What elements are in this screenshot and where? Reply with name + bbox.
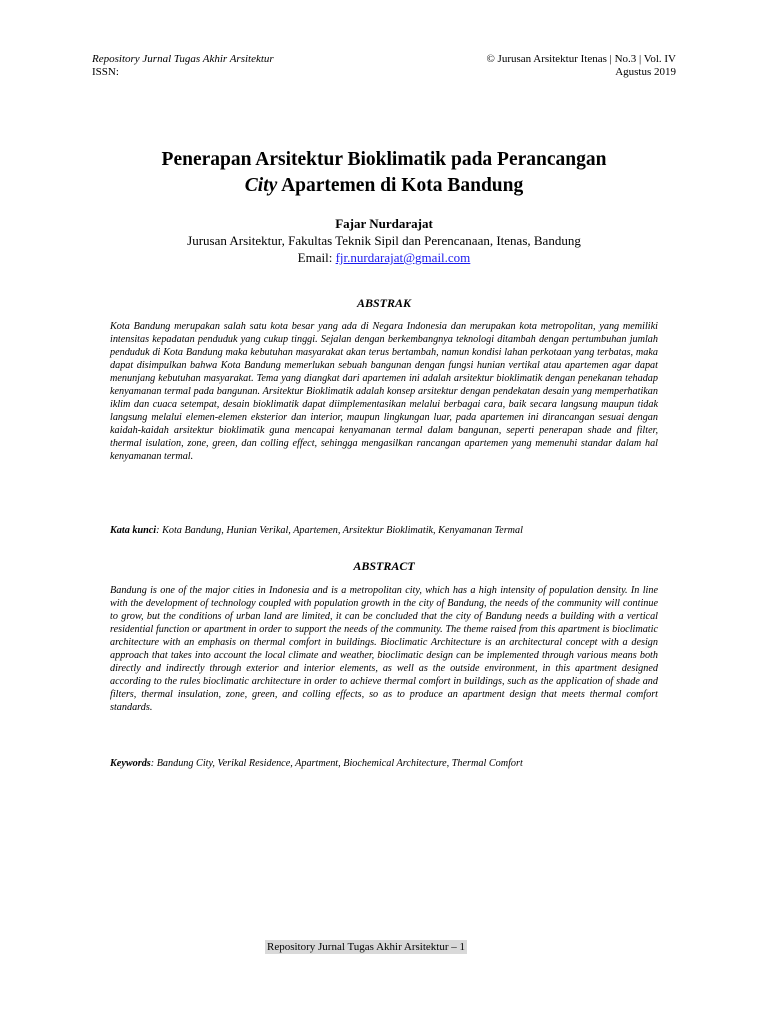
running-header-right — [486, 53, 676, 79]
email-label: Email: — [297, 250, 336, 265]
page-footer: Repository Jurnal Tugas Akhir Arsitektur – 1 — [267, 941, 466, 953]
paper-title — [80, 147, 688, 199]
author-affiliation: Jurusan Arsitektur, Fakultas Teknik Sipil dan Perencanaan, Itenas, Bandung — [187, 233, 581, 248]
title-line-1: Penerapan Arsitektur Bioklimatik pada Perancangan — [161, 149, 607, 170]
author-block — [80, 215, 688, 266]
keywords-list: : Bandung City, Verikal Residence, Apartment, Biochemical Architecture, Thermal Comfort — [150, 758, 523, 769]
kata-kunci-list: : Kota Bandung, Hunian Verikal, Apartemen, Arsitektur Bioklimatik, Kenyamanan Termal — [156, 525, 523, 536]
title-italic-word: City — [244, 175, 278, 196]
abstract-text: Bandung is one of the major cities in Indonesia and is a metropolitan city, which has a high intensity of population density. In line with the development of technology coupled with population growth in the city of Bandung, the needs of the community will continue to grow, but the conditions of urban land are limited, it can be concluded that the city of Bandung needs a building with a vertical residential function or apartment in order to support the needs of the community. The theme raised from this apartment is bioclimatic architecture with an emphasis on thermal comfort in buildings. Bioclimatic Architecture is an architectural concept with a design approach that takes into account the local climate and weather, bioclimatic design can be implemented through various means both directly and indirectly through exterior and interior elements, as well as the outside environment, in this apartment designed according to the rules bioclimatic architecture in order to achieve thermal comfort in buildings, such as the application of shade and filters, thermal insulation, zone, green, and colling effects, so as to produce an apartment design that meets thermal comfort standards. — [110, 585, 658, 713]
running-header-left — [92, 53, 274, 79]
publication-date: Agustus 2019 — [615, 66, 676, 78]
abstrak-heading: ABSTRAK — [356, 296, 412, 310]
kata-kunci — [110, 524, 670, 537]
keywords — [110, 757, 670, 770]
journal-name: Repository Jurnal Tugas Akhir Arsitektur — [92, 53, 274, 65]
publisher-info: © Jurusan Arsitektur Itenas | No.3 | Vol. IV — [486, 53, 676, 65]
abstract-heading: ABSTRACT — [353, 559, 415, 573]
author-name: Fajar Nurdarajat — [335, 216, 433, 231]
title-line-2-rest: Apartemen di Kota Bandung — [277, 175, 524, 196]
keywords-label: Keywords — [110, 758, 151, 769]
issn-label: ISSN: — [92, 66, 119, 78]
abstrak-text: Kota Bandung merupakan salah satu kota besar yang ada di Negara Indonesia dan merupakan kota metropolitan, yang memiliki intensitas kepadatan penduduk yang cukup tinggi. Sejalan dengan berkembangnya teknologi ditambah dengan pertumbuhan jumlah penduduk di Kota Bandung maka kebutuhan masyarakat akan terus bertambah, namun kondisi lahan perkotaan yang terbatas, maka dapat disimpulkan bahwa Kota Bandung memerlukan sebuah bangunan dengan fungsi hunian vertikal atau apartemen agar dapat menunjang kebutuhan masyarakat. Tema yang diangkat dari apartemen ini adalah arsitektur bioklimatik dengan penekanan tehadap kenyamanan termal pada bangunan. Arsitektur Bioklimatik adalah konsep arsitektur dengan pendekatan desain yang memperhatikan iklim dan cuaca setempat, desain bioklimatik dapat diimplementasikan melalui berbagai cara, baik secara langsung maupun tidak langsung melalui elemen-elemen eksterior dan interior, maupun lingkungan luar, pada apartemen ini dirancangan sesuai dengan kaidah-kaidah arsitektur bioklimatik guna mencapai kenyamanan termal dalam bangunan, seperti penerapan shade and filter, thermal isulation, zone, green, dan colling effect, sehingga mengasilkan rancangan apartemen yang memenuhi standar dalam hal kenyamanan termal. — [110, 321, 658, 462]
kata-kunci-label: Kata kunci — [110, 525, 157, 536]
author-email-line — [80, 249, 688, 266]
email-link[interactable]: fjr.nurdarajat@gmail.com — [335, 250, 471, 265]
title-line-2 — [80, 173, 688, 199]
